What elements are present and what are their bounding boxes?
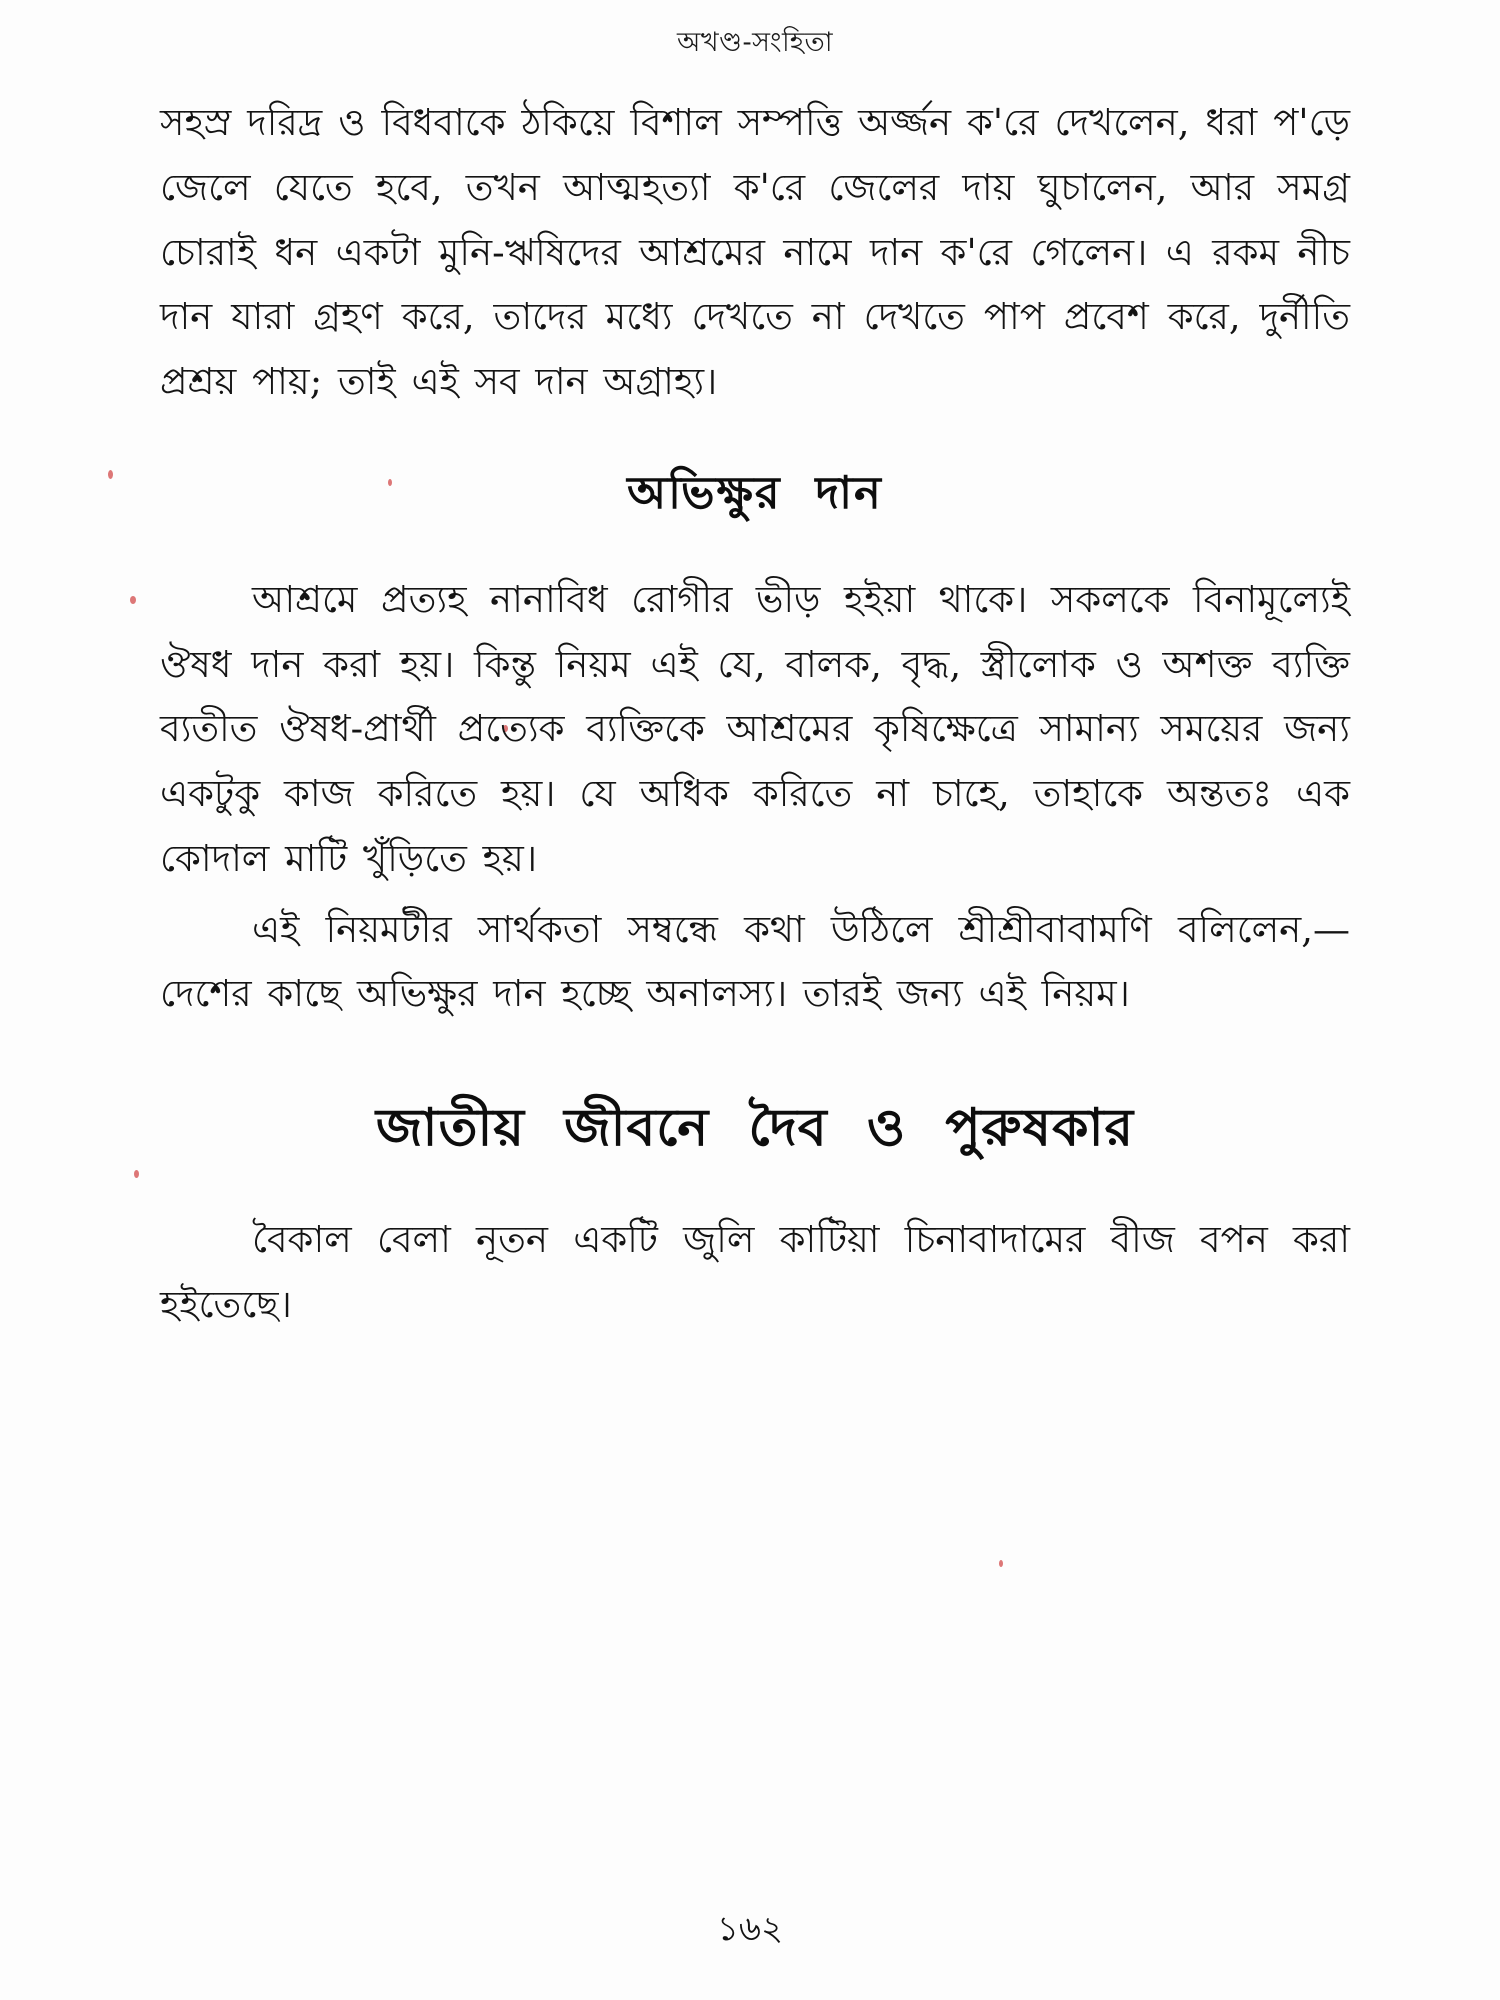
block-heading-2 bbox=[160, 1087, 1350, 1174]
paragraph-niyomtir-sarthakata: এই নিয়মটীর সার্থকতা সম্বন্ধে কথা উঠিলে শ্রীশ্রীবাবামণি বলিলেন,—দেশের কাছে অভিক্ষুর দান হচ্ছে অনালস্য। তারই জন্য এই নিয়ম। bbox=[160, 907, 1350, 1016]
block-paragraph-4 bbox=[160, 1208, 1350, 1338]
paragraph-bikal-bela-juli: বৈকাল বেলা নূতন একটি জুলি কাটিয়া চিনাবাদামের বীজ বপন করা হইতেছে। bbox=[160, 1218, 1350, 1326]
paragraph-daan-agrahya: সহস্র দরিদ্র ও বিধবাকে ঠকিয়ে বিশাল সম্পত্তি অর্জ্জন ক'রে দেখলেন, ধরা প'ড়ে জেলে যেতে হবে, তখন আত্মহত্যা ক'রে জেলের দায় ঘুচালেন, আর সমগ্র চোরাই ধন একটা মুনি-ঋষিদের আশ্রমের নামে দান ক'রে গেলেন। এ রকম নীচ দান যারা গ্রহণ করে, তাদের মধ্যে দেখতে না দেখতে পাপ প্রবেশ করে, দুর্নীতি প্রশ্রয় পায়; তাই এই সব দান অগ্রাহ্য। bbox=[160, 101, 1350, 403]
ink-speck bbox=[999, 1560, 1003, 1567]
ink-speck bbox=[130, 596, 136, 604]
block-heading-1 bbox=[160, 459, 1350, 534]
heading-abhikkhur-daan: অভিক্ষুর দান bbox=[627, 465, 883, 519]
running-head: অখণ্ড-সংহিতা bbox=[676, 27, 834, 58]
heading-jatiyo-jibone-daiba-o-purushakar: জাতীয় জীবনে দৈব ও পুরুষকার bbox=[375, 1097, 1135, 1158]
page-content bbox=[160, 22, 1350, 1344]
block-paragraph-1 bbox=[160, 91, 1350, 415]
ink-speck bbox=[134, 1170, 139, 1178]
block-paragraph-3 bbox=[160, 898, 1350, 1028]
paragraph-ashrame-rogir-bhir: আশ্রমে প্রত্যহ নানাবিধ রোগীর ভীড় হইয়া থাকে। সকলকে বিনামূল্যেই ঔষধ দান করা হয়। কিন্তু নিয়ম এই যে, বালক, বৃদ্ধ, স্ত্রীলোক ও অশক্ত ব্যক্তি ব্যতীত ঔষধ-প্রার্থী প্রত্যেক ব্যক্তিকে আশ্রমের কৃষিক্ষেত্রে সামান্য সময়ের জন্য একটুকু কাজ করিতে হয়। যে অধিক করিতে না চাহে, তাহাকে অন্ততঃ এক কোদাল মাটি খুঁড়িতে হয়। bbox=[160, 577, 1350, 880]
ink-speck bbox=[108, 470, 113, 479]
block-paragraph-2 bbox=[160, 568, 1350, 892]
page-number: ১৬২ bbox=[716, 1909, 784, 1949]
